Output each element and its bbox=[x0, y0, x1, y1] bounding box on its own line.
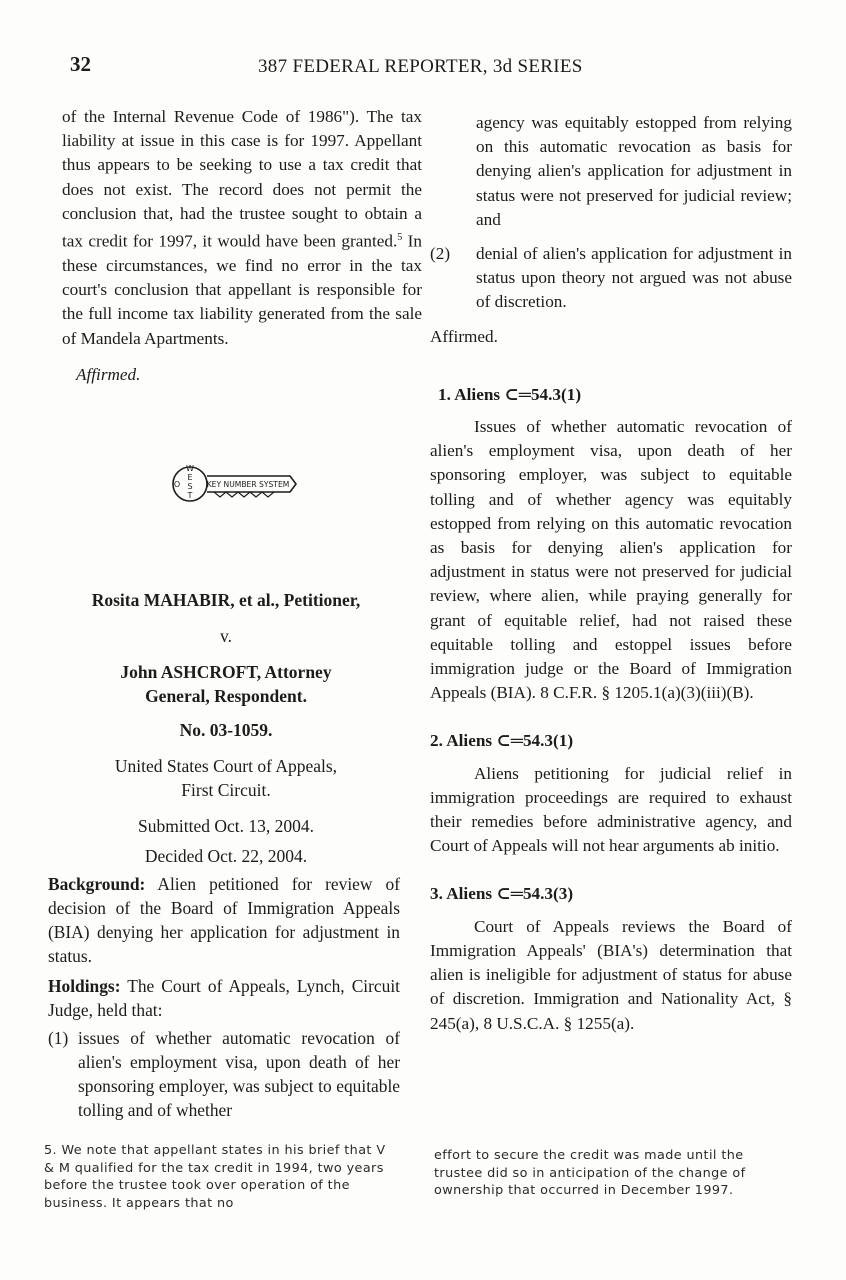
logo-key-number-text: KEY NUMBER SYSTEM bbox=[206, 480, 290, 489]
headnote-1-text: Issues of whether automatic revocation of alien's employment visa, upon death of her sponsoring employer, was subject to equitable tolling and of whether agency was equitably estopped from relying on this automatic revocation as basis for denying alien's application for adjustment in status were not preserved for judicial review, where alien, while praying generally for grant of equitable relief, had not raised these equitable tolling and estoppel issues before immigration judge or the Board of Immigration Appeals (BIA). 8 C.F.R. § 1205.1(a)(3)(iii)(B). bbox=[430, 417, 792, 703]
running-head: 387 FEDERAL REPORTER, 3d SERIES bbox=[258, 56, 583, 77]
headnote-1 bbox=[430, 383, 792, 706]
opening-paragraph bbox=[62, 105, 422, 351]
holdings-label: Holdings: bbox=[48, 976, 121, 996]
headnote-3 bbox=[430, 882, 792, 1035]
opening-paragraph-text: of the Internal Revenue Code of 1986"). The tax liability at issue in this case is for 1997. Appellant thus appears to be seeking to use a tax credit that does not exist. The record does not permit the conclusion that, had the trustee sought to obtain a tax credit for 1997, it would have been granted. bbox=[62, 107, 422, 251]
footnote-left bbox=[44, 1142, 396, 1212]
petitioner: Rosita MAHABIR, et al., Petitioner, bbox=[91, 590, 361, 610]
submitted-date: Submitted Oct. 13, 2004. bbox=[138, 816, 314, 836]
summary-disposition: Affirmed. bbox=[430, 326, 498, 346]
opening-paragraph-end: In these circumstances, we find no error in the tax court's conclusion that appellant is responsible for the full income tax liability generated from the sale of Mandela Apartments. bbox=[62, 231, 422, 348]
background-label: Background: bbox=[48, 874, 146, 894]
logo-letter-o: O bbox=[173, 480, 181, 489]
logo-letter-w: W bbox=[186, 464, 194, 473]
page-number: 32 bbox=[70, 52, 91, 76]
right-column bbox=[430, 111, 792, 1036]
holding-2 bbox=[430, 242, 792, 315]
summary bbox=[48, 872, 400, 1122]
headnote-2 bbox=[430, 729, 792, 858]
background-text: Alien petitioned for review of decision of the Board of Immigration Appeals (BIA) denying her application for adjustment in status. bbox=[48, 874, 400, 966]
holding-1 bbox=[48, 1026, 400, 1122]
docket-number: No. 03-1059. bbox=[179, 720, 273, 740]
respondent-line-2: General, Respondent. bbox=[145, 686, 307, 706]
footnote-ref: 5 bbox=[397, 232, 403, 244]
holding-2-text: denial of alien's application for adjustment in status upon theory not argued was not abuse of discretion. bbox=[476, 244, 792, 312]
holdings-text: The Court of Appeals, Lynch, Circuit Judge, held that: bbox=[48, 976, 400, 1020]
disposition-affirmed: Affirmed. bbox=[76, 364, 141, 384]
key-number-logo bbox=[162, 456, 302, 512]
holdings-intro bbox=[48, 974, 400, 1022]
case-caption bbox=[48, 588, 404, 868]
holding-1-continued bbox=[430, 111, 792, 232]
court-line-1: United States Court of Appeals, bbox=[114, 756, 338, 776]
footnote-right: effort to secure the credit was made until the trustee did so in anticipation of the change of ownership that occurred in December 1997. bbox=[434, 1148, 746, 1198]
decided-date: Decided Oct. 22, 2004. bbox=[144, 846, 308, 866]
headnote-3-text: Court of Appeals reviews the Board of Immigration Appeals' (BIA's) determination that alien is ineligible for adjustment of status for abuse of discretion. Immigration and Nationality Act, § 245(a), 8 U.S.C.A. § 1255(a). bbox=[430, 916, 792, 1033]
logo-letter-t: T bbox=[187, 491, 193, 500]
holding-1-text-left: issues of whether automatic revocation of alien's employment visa, upon death of her sponsoring employer, was subject to equitable tolling and of whether bbox=[78, 1028, 400, 1120]
headnote-2-text: Aliens petitioning for judicial relief in immigration proceedings are required to exhaust their remedies before administrative agency, and Court of Appeals will not hear arguments ab initio. bbox=[430, 763, 792, 856]
background bbox=[48, 872, 400, 968]
holding-2-num: (2) bbox=[430, 244, 451, 264]
headnote-1-title: 1. Aliens ⊂═54.3(1) bbox=[438, 384, 582, 404]
headnote-2-title: 2. Aliens ⊂═54.3(1) bbox=[430, 731, 574, 751]
holding-1-text-right: agency was equitably estopped from relying on this automatic revocation as basis for denying alien's application for adjustment in status were not preserved for judicial review; and bbox=[476, 113, 792, 229]
logo-letter-s: S bbox=[187, 482, 193, 491]
footnote-number: 5. bbox=[44, 1143, 58, 1158]
headnote-3-title: 3. Aliens ⊂═54.3(3) bbox=[430, 884, 574, 904]
footnote-text-left: We note that appellant states in his brief that V & M qualified for the tax credit in 1994, two years before the trustee took over operation of the business. It appears that no bbox=[44, 1143, 386, 1211]
logo-letter-e: E bbox=[187, 473, 193, 482]
left-column bbox=[62, 105, 422, 387]
respondent-line-1: John ASHCROFT, Attorney bbox=[120, 662, 332, 682]
holding-1-num: (1) bbox=[48, 1028, 69, 1048]
versus: v. bbox=[220, 626, 232, 646]
court-line-2: First Circuit. bbox=[181, 780, 271, 800]
